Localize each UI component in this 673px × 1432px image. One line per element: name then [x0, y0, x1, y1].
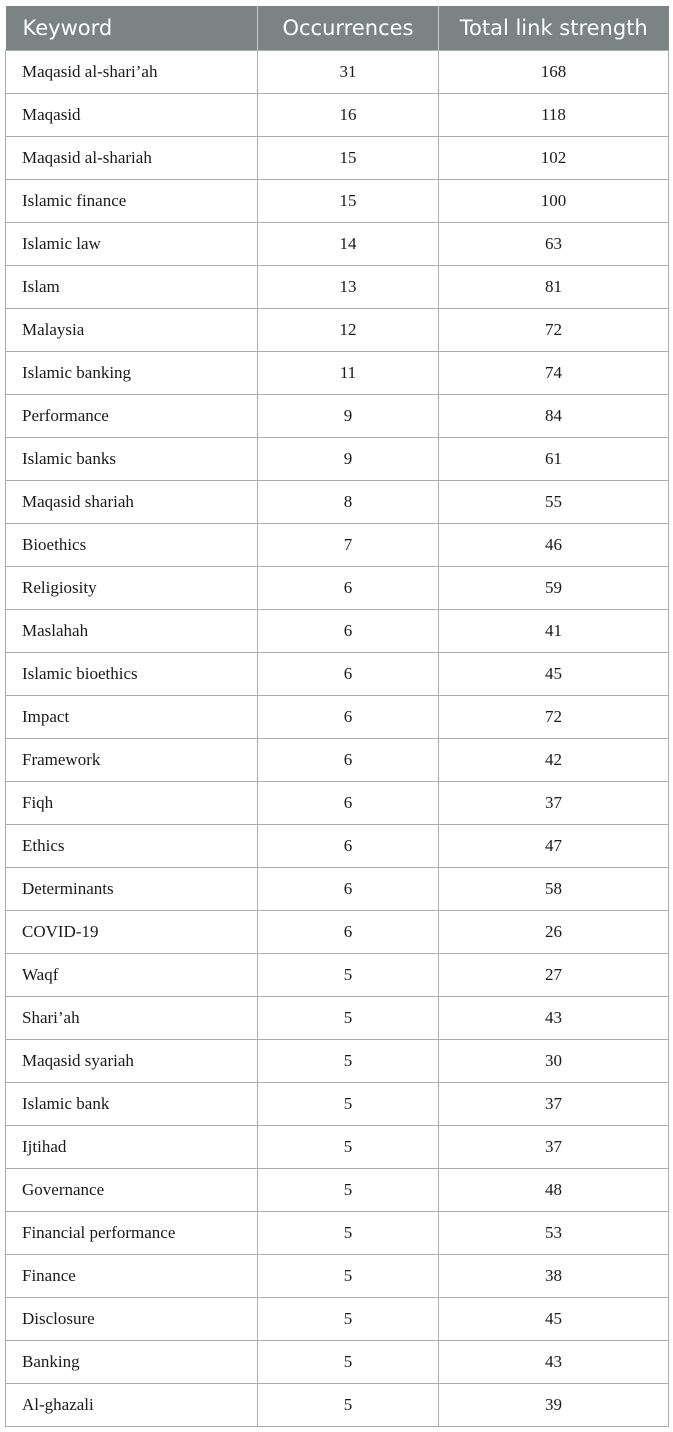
cell-total-link-strength: 74 [439, 351, 669, 394]
cell-total-link-strength: 39 [439, 1383, 669, 1426]
cell-total-link-strength: 58 [439, 867, 669, 910]
cell-occurrences: 5 [258, 1125, 439, 1168]
table-row [6, 1297, 669, 1340]
table-row [6, 1039, 669, 1082]
cell-occurrences: 5 [258, 1211, 439, 1254]
cell-occurrences: 8 [258, 480, 439, 523]
cell-total-link-strength: 102 [439, 136, 669, 179]
cell-keyword: Maqasid al-shariah [6, 136, 258, 179]
cell-keyword: Islamic banks [6, 437, 258, 480]
table-body [6, 50, 669, 1426]
table-row [6, 136, 669, 179]
cell-keyword: Malaysia [6, 308, 258, 351]
cell-total-link-strength: 72 [439, 308, 669, 351]
table-row [6, 695, 669, 738]
cell-occurrences: 6 [258, 910, 439, 953]
table-row [6, 394, 669, 437]
cell-total-link-strength: 168 [439, 50, 669, 93]
cell-keyword: Shari’ah [6, 996, 258, 1039]
cell-total-link-strength: 37 [439, 781, 669, 824]
cell-occurrences: 6 [258, 867, 439, 910]
cell-total-link-strength: 53 [439, 1211, 669, 1254]
cell-occurrences: 12 [258, 308, 439, 351]
cell-total-link-strength: 42 [439, 738, 669, 781]
table-row [6, 609, 669, 652]
table-row [6, 738, 669, 781]
table-row [6, 265, 669, 308]
table-row [6, 1254, 669, 1297]
cell-total-link-strength: 45 [439, 1297, 669, 1340]
cell-total-link-strength: 61 [439, 437, 669, 480]
table-row [6, 1383, 669, 1426]
table-row [6, 179, 669, 222]
table-row [6, 50, 669, 93]
cell-occurrences: 13 [258, 265, 439, 308]
cell-occurrences: 16 [258, 93, 439, 136]
table-header [6, 6, 669, 50]
cell-occurrences: 11 [258, 351, 439, 394]
cell-total-link-strength: 43 [439, 1340, 669, 1383]
cell-keyword: Al-ghazali [6, 1383, 258, 1426]
cell-occurrences: 6 [258, 824, 439, 867]
table-row [6, 523, 669, 566]
cell-keyword: Maqasid al-shari’ah [6, 50, 258, 93]
cell-total-link-strength: 38 [439, 1254, 669, 1297]
cell-total-link-strength: 27 [439, 953, 669, 996]
cell-total-link-strength: 41 [439, 609, 669, 652]
cell-occurrences: 5 [258, 1039, 439, 1082]
cell-keyword: Islamic finance [6, 179, 258, 222]
table-row [6, 351, 669, 394]
table-row [6, 910, 669, 953]
table-row [6, 1168, 669, 1211]
cell-keyword: Religiosity [6, 566, 258, 609]
cell-occurrences: 9 [258, 437, 439, 480]
cell-keyword: Islam [6, 265, 258, 308]
cell-keyword: Islamic bank [6, 1082, 258, 1125]
cell-keyword: Ethics [6, 824, 258, 867]
table-row [6, 93, 669, 136]
table-row [6, 437, 669, 480]
cell-total-link-strength: 55 [439, 480, 669, 523]
cell-occurrences: 14 [258, 222, 439, 265]
cell-total-link-strength: 81 [439, 265, 669, 308]
cell-total-link-strength: 26 [439, 910, 669, 953]
cell-keyword: Financial performance [6, 1211, 258, 1254]
cell-total-link-strength: 48 [439, 1168, 669, 1211]
cell-keyword: Determinants [6, 867, 258, 910]
cell-keyword: Performance [6, 394, 258, 437]
cell-keyword: COVID-19 [6, 910, 258, 953]
cell-occurrences: 6 [258, 781, 439, 824]
cell-keyword: Banking [6, 1340, 258, 1383]
cell-occurrences: 15 [258, 136, 439, 179]
cell-keyword: Maqasid shariah [6, 480, 258, 523]
cell-keyword: Islamic law [6, 222, 258, 265]
cell-occurrences: 5 [258, 1082, 439, 1125]
table-row [6, 953, 669, 996]
table-row [6, 1125, 669, 1168]
cell-keyword: Waqf [6, 953, 258, 996]
table-row [6, 480, 669, 523]
table-row [6, 781, 669, 824]
table-row [6, 652, 669, 695]
table-row [6, 824, 669, 867]
cell-occurrences: 5 [258, 1383, 439, 1426]
cell-occurrences: 9 [258, 394, 439, 437]
cell-occurrences: 6 [258, 566, 439, 609]
cell-occurrences: 5 [258, 996, 439, 1039]
cell-occurrences: 31 [258, 50, 439, 93]
cell-occurrences: 6 [258, 652, 439, 695]
cell-total-link-strength: 30 [439, 1039, 669, 1082]
table-row [6, 308, 669, 351]
cell-total-link-strength: 59 [439, 566, 669, 609]
cell-total-link-strength: 100 [439, 179, 669, 222]
cell-occurrences: 15 [258, 179, 439, 222]
cell-keyword: Impact [6, 695, 258, 738]
cell-occurrences: 5 [258, 1340, 439, 1383]
cell-occurrences: 5 [258, 1297, 439, 1340]
table-row [6, 1340, 669, 1383]
cell-keyword: Bioethics [6, 523, 258, 566]
header-occurrences: Occurrences [258, 6, 439, 50]
cell-keyword: Maqasid [6, 93, 258, 136]
cell-occurrences: 6 [258, 695, 439, 738]
cell-total-link-strength: 45 [439, 652, 669, 695]
cell-total-link-strength: 37 [439, 1082, 669, 1125]
cell-keyword: Disclosure [6, 1297, 258, 1340]
table-row [6, 1211, 669, 1254]
cell-keyword: Maslahah [6, 609, 258, 652]
cell-total-link-strength: 47 [439, 824, 669, 867]
header-keyword: Keyword [6, 6, 258, 50]
cell-keyword: Finance [6, 1254, 258, 1297]
cell-total-link-strength: 63 [439, 222, 669, 265]
cell-total-link-strength: 46 [439, 523, 669, 566]
table-row [6, 566, 669, 609]
keyword-table [5, 6, 669, 1427]
cell-keyword: Fiqh [6, 781, 258, 824]
cell-keyword: Framework [6, 738, 258, 781]
header-row [6, 6, 669, 50]
cell-keyword: Governance [6, 1168, 258, 1211]
cell-total-link-strength: 84 [439, 394, 669, 437]
cell-total-link-strength: 37 [439, 1125, 669, 1168]
header-total-link-strength: Total link strength [439, 6, 669, 50]
cell-occurrences: 5 [258, 1254, 439, 1297]
table-row [6, 1082, 669, 1125]
cell-occurrences: 5 [258, 953, 439, 996]
cell-keyword: Ijtihad [6, 1125, 258, 1168]
cell-occurrences: 6 [258, 738, 439, 781]
cell-keyword: Maqasid syariah [6, 1039, 258, 1082]
cell-keyword: Islamic bioethics [6, 652, 258, 695]
table-row [6, 996, 669, 1039]
table-row [6, 222, 669, 265]
cell-total-link-strength: 72 [439, 695, 669, 738]
cell-occurrences: 7 [258, 523, 439, 566]
table-row [6, 867, 669, 910]
cell-total-link-strength: 43 [439, 996, 669, 1039]
cell-keyword: Islamic banking [6, 351, 258, 394]
cell-total-link-strength: 118 [439, 93, 669, 136]
cell-occurrences: 6 [258, 609, 439, 652]
cell-occurrences: 5 [258, 1168, 439, 1211]
